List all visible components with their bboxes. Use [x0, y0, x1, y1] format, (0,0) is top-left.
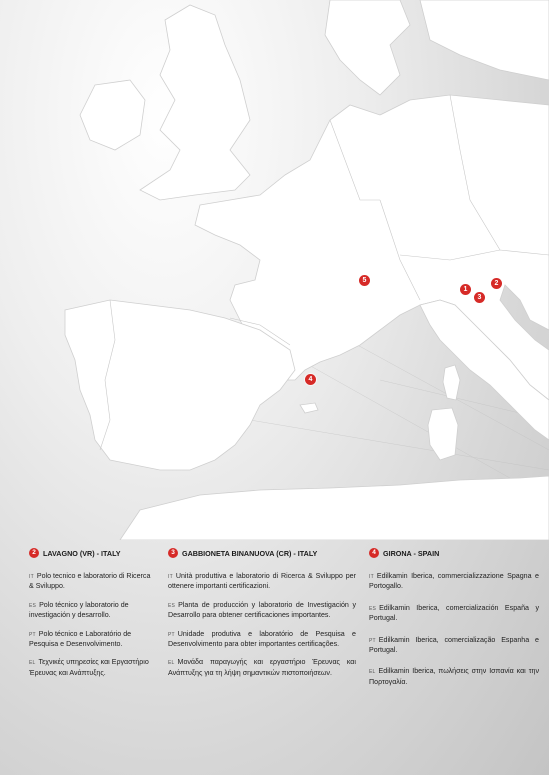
map-marker-4: 4	[305, 374, 316, 385]
land-africa	[120, 476, 549, 540]
land-ireland	[80, 80, 145, 150]
entry-pt: PT Edilkamin Iberica, comercialização Espanha e Portugal.	[369, 635, 539, 655]
map-marker-1: 1	[460, 284, 471, 295]
entry-es: ES Polo técnico y laboratorio de investigación y desarrollo.	[29, 600, 129, 620]
location-title: LAVAGNO (VR) - ITALY	[43, 548, 121, 558]
entry-es: ES Edilkamin Iberica, comercialización España y Portugal.	[369, 603, 539, 623]
land-north-east	[420, 0, 549, 80]
location-number-badge: 4	[369, 548, 379, 558]
land-balearics	[300, 403, 318, 413]
entry-pt: PT Unidade produtiva e laboratório de Pesquisa e Desenvolvimento para obter importantes certificações.	[168, 629, 356, 649]
location-column-gabbioneta	[168, 548, 356, 687]
location-number-badge: 2	[29, 548, 39, 558]
map-marker-3: 3	[474, 292, 485, 303]
location-column-girona	[369, 548, 539, 696]
column-heading	[369, 548, 539, 558]
location-number-badge: 3	[168, 548, 178, 558]
land-corsica	[443, 365, 460, 400]
location-column-lavagno	[29, 548, 151, 687]
entry-es: ES Planta de producción y laboratorio de Investigación y Desarrollo para obtener certificaciones importantes.	[168, 600, 356, 620]
map-marker-5: 5	[359, 275, 370, 286]
entry-it: IT Unità produttiva e laboratorio di Ricerca & Sviluppo per ottenere importanti certificazioni.	[168, 572, 356, 591]
location-title: GABBIONETA BINANUOVA (CR) - ITALY	[182, 548, 318, 558]
entry-el: EL Τεχνικές υπηρεσίες και Εργαστήριο Έρευνας και Ανάπτυξης.	[29, 658, 149, 677]
entry-el: EL Μονάδα παραγωγής και εργαστήριο Έρευνας και Ανάπτυξης για τη λήψη σημαντικών πιστοποιήσεων.	[168, 658, 356, 677]
entry-it: IT Edilkamin Iberica, commercializzazione Spagna e Portogallo.	[369, 572, 539, 591]
land-sardinia	[428, 408, 458, 460]
column-heading	[29, 548, 151, 558]
entry-el: EL Edilkamin Iberica, πωλήσεις στην Ισπανία και την Πορτογαλία.	[369, 667, 539, 686]
map-marker-2: 2	[491, 278, 502, 289]
entry-it: IT Polo tecnico e laboratorio di Ricerca & Sviluppo.	[29, 572, 151, 591]
location-title: GIRONA - SPAIN	[383, 548, 440, 558]
land-britain	[140, 5, 250, 200]
column-heading	[168, 548, 356, 558]
entry-pt: PT Polo técnico e Laboratório de Pesquisa e Desenvolvimento.	[29, 629, 132, 649]
land-scandinavia	[325, 0, 410, 95]
